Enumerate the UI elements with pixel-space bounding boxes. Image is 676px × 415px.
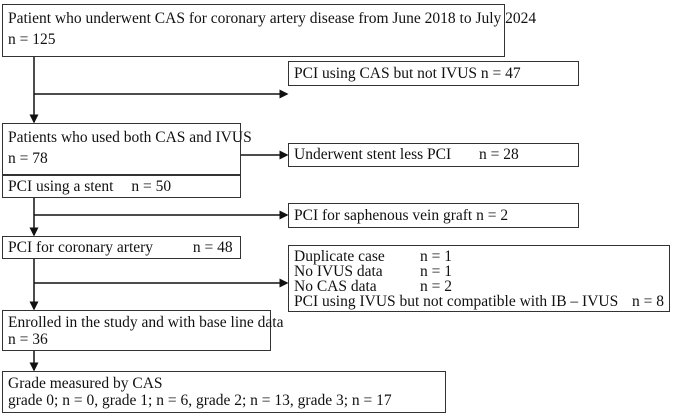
exclusion-item [294,264,664,279]
exclusion-item [294,294,664,309]
step-count: n = 78 [8,150,48,167]
step-count: n = 125 [8,31,56,48]
step-count: n = 50 [131,178,172,195]
exclusion-other [288,245,670,312]
exclusion-label: No IVUS data [294,263,383,280]
step-label: Enrolled in the study and with base line data [8,314,284,331]
exclusion-label: PCI for saphenous vein graft [294,207,473,224]
step-label: Patients who used both CAS and IVUS [8,129,252,146]
step-grade [2,371,446,413]
exclusion-stentless [288,143,579,167]
exclusion-count: n = 2 [420,278,452,295]
step-label: PCI for coronary artery [8,239,154,256]
step-label: Grade measured by CAS [8,375,163,392]
exclusion-label: No CAS data [294,278,377,295]
exclusion-count: n = 2 [476,207,509,224]
exclusion-count: n = 1 [420,263,452,280]
step-label: PCI using a stent [8,178,114,195]
step-initial-cohort [2,4,537,57]
exclusion-label: PCI using CAS but not IVUS [294,65,478,82]
exclusion-no-ivus [288,61,579,86]
exclusion-count: n = 1 [420,248,452,265]
step-count: n = 36 [8,331,48,348]
exclusion-count: n = 28 [479,146,519,163]
exclusion-label: Underwent stent less PCI [294,146,452,163]
exclusion-count: n = 8 [632,293,664,310]
exclusion-svg [288,203,579,228]
step-enrolled [2,310,284,351]
exclusion-item [294,249,664,264]
exclusion-count: n = 47 [480,65,521,82]
step-coronary [2,236,241,259]
step-label: Patient who underwent CAS for coronary artery disease from June 2018 to July 2024 [8,10,537,27]
exclusion-label: Duplicate case [294,248,385,265]
step-stent [2,175,241,198]
step-cas-and-ivus [2,123,252,175]
exclusion-item [294,279,664,294]
step-count: grade 0; n = 0, grade 1; n = 6, grade 2; n = 13, grade 3; n = 17 [8,392,392,409]
step-count: n = 48 [192,239,233,256]
exclusion-label: PCI using IVUS but not compatible with IB – IVUS [294,293,619,310]
